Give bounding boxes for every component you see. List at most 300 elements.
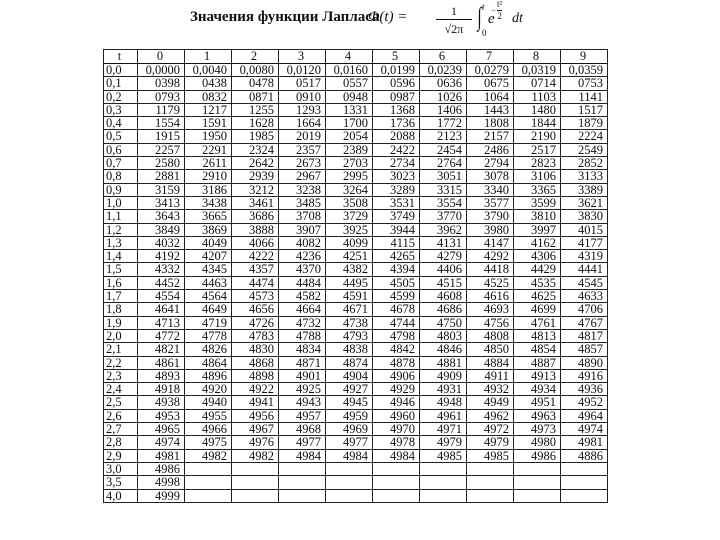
table-cell: 4971	[420, 423, 467, 436]
exponent-base: e	[488, 11, 495, 27]
table-cell	[467, 476, 514, 489]
table-cell: 3708	[279, 210, 326, 223]
table-cell: 3810	[514, 210, 561, 223]
column-header-4: 4	[326, 50, 373, 64]
table-cell: 3340	[467, 183, 514, 196]
table-row	[104, 476, 608, 489]
table-cell: 3264	[326, 183, 373, 196]
table-cell: 0793	[138, 90, 185, 103]
table-row	[104, 276, 608, 289]
table-cell: 4884	[467, 356, 514, 369]
table-row	[104, 130, 608, 143]
table-cell	[232, 476, 279, 489]
table-cell: 4922	[232, 383, 279, 396]
table-cell: 1480	[514, 103, 561, 116]
table-cell: 4778	[185, 329, 232, 342]
table-cell: 4686	[420, 303, 467, 316]
table-cell	[185, 489, 232, 502]
row-label-t: 2,9	[104, 449, 138, 462]
table-cell: 3944	[373, 223, 420, 236]
row-label-t: 1,1	[104, 210, 138, 223]
table-cell: 4803	[420, 329, 467, 342]
table-cell: 3051	[420, 170, 467, 183]
table-cell: 3438	[185, 196, 232, 209]
table-cell: 4279	[420, 250, 467, 263]
table-cell: 1406	[420, 103, 467, 116]
table-cell: 2703	[326, 157, 373, 170]
table-cell: 3461	[232, 196, 279, 209]
column-header-t: t	[104, 50, 138, 64]
row-label-t: 1,9	[104, 316, 138, 329]
table-cell: 3212	[232, 183, 279, 196]
table-cell: 4656	[232, 303, 279, 316]
table-cell: 4953	[138, 409, 185, 422]
row-label-t: 2,6	[104, 409, 138, 422]
table-row	[104, 117, 608, 130]
table-cell: 0,0120	[279, 64, 326, 77]
table-cell: 0753	[561, 77, 608, 90]
row-label-t: 1,3	[104, 236, 138, 249]
table-cell: 3962	[420, 223, 467, 236]
table-cell: 4699	[514, 303, 561, 316]
column-header-2: 2	[232, 50, 279, 64]
table-cell: 4985	[467, 449, 514, 462]
table-cell: 4951	[514, 396, 561, 409]
table-cell: 0987	[373, 90, 420, 103]
table-cell: 2190	[514, 130, 561, 143]
table-cell: 2389	[326, 143, 373, 156]
row-label-t: 0,3	[104, 103, 138, 116]
table-cell: 4834	[279, 343, 326, 356]
column-header-7: 7	[467, 50, 514, 64]
formula-numerator: 1	[451, 4, 457, 18]
table-cell: 3315	[420, 183, 467, 196]
table-cell: 2549	[561, 143, 608, 156]
table-cell: 4886	[561, 449, 608, 462]
table-cell: 4162	[514, 236, 561, 249]
table-cell: 4842	[373, 343, 420, 356]
table-row	[104, 303, 608, 316]
table-cell: 4985	[420, 449, 467, 462]
table-row	[104, 409, 608, 422]
table-cell: 4582	[279, 290, 326, 303]
table-cell: 2257	[138, 143, 185, 156]
table-cell: 4881	[420, 356, 467, 369]
table-cell: 2764	[420, 157, 467, 170]
table-cell: 1844	[514, 117, 561, 130]
table-cell: 4265	[373, 250, 420, 263]
table-cell: 3508	[326, 196, 373, 209]
table-cell: 2995	[326, 170, 373, 183]
table-cell: 4573	[232, 290, 279, 303]
table-cell: 0675	[467, 77, 514, 90]
table-cell: 4911	[467, 369, 514, 382]
column-header-6: 6	[420, 50, 467, 64]
table-cell	[326, 476, 373, 489]
table-cell: 4966	[185, 423, 232, 436]
table-cell: 0,0080	[232, 64, 279, 77]
table-cell: 4608	[420, 290, 467, 303]
table-cell: 4974	[138, 436, 185, 449]
header-row	[104, 50, 608, 64]
table-cell: 4945	[326, 396, 373, 409]
table-cell: 4082	[279, 236, 326, 249]
table-cell: 4192	[138, 250, 185, 263]
table-cell: 0557	[326, 77, 373, 90]
table-cell: 1064	[467, 90, 514, 103]
table-cell: 4808	[467, 329, 514, 342]
row-label-t: 4,0	[104, 489, 138, 502]
table-cell: 1591	[185, 117, 232, 130]
table-cell: 3289	[373, 183, 420, 196]
table-cell: 4929	[373, 383, 420, 396]
table-cell: 0,0160	[326, 64, 373, 77]
table-cell: 0,0359	[561, 64, 608, 77]
table-row	[104, 383, 608, 396]
table-cell: 4981	[561, 436, 608, 449]
table-cell: 4370	[279, 263, 326, 276]
table-cell: 4147	[467, 236, 514, 249]
row-label-t: 1,8	[104, 303, 138, 316]
table-cell: 3643	[138, 210, 185, 223]
table-cell: 4977	[279, 436, 326, 449]
table-cell: 4952	[561, 396, 608, 409]
row-label-t: 0,5	[104, 130, 138, 143]
table-cell: 4946	[373, 396, 420, 409]
table-cell: 4970	[373, 423, 420, 436]
table-cell	[467, 462, 514, 475]
table-cell: 1554	[138, 117, 185, 130]
table-row	[104, 143, 608, 156]
row-label-t: 2,7	[104, 423, 138, 436]
table-cell: 0948	[326, 90, 373, 103]
table-cell: 4909	[420, 369, 467, 382]
table-cell: 0832	[185, 90, 232, 103]
table-cell: 3413	[138, 196, 185, 209]
table-cell	[185, 476, 232, 489]
table-cell: 4115	[373, 236, 420, 249]
table-cell: 4554	[138, 290, 185, 303]
table-cell: 3159	[138, 183, 185, 196]
table-cell	[514, 489, 561, 502]
table-cell: 2967	[279, 170, 326, 183]
table-cell: 3686	[232, 210, 279, 223]
fraction-bar	[436, 19, 472, 20]
table-cell: 4463	[185, 276, 232, 289]
table-cell: 2054	[326, 130, 373, 143]
table-cell: 4599	[373, 290, 420, 303]
table-cell: 0398	[138, 77, 185, 90]
table-cell: 4979	[420, 436, 467, 449]
table-cell: 4641	[138, 303, 185, 316]
table-cell: 1736	[373, 117, 420, 130]
table-cell: 4974	[561, 423, 608, 436]
table-cell: 4962	[467, 409, 514, 422]
exponent-sign: −	[491, 5, 497, 15]
table-cell: 4817	[561, 329, 608, 342]
table-cell: 4896	[185, 369, 232, 382]
table-cell: 4934	[514, 383, 561, 396]
table-cell: 4854	[514, 343, 561, 356]
column-header-0: 0	[138, 50, 185, 64]
table-cell: 4066	[232, 236, 279, 249]
table-cell: 0,0199	[373, 64, 420, 77]
table-cell: 2357	[279, 143, 326, 156]
row-label-t: 0,2	[104, 90, 138, 103]
table-cell	[561, 462, 608, 475]
table-header	[104, 50, 608, 64]
table-cell	[514, 476, 561, 489]
table-cell: 3665	[185, 210, 232, 223]
table-cell: 4918	[138, 383, 185, 396]
table-cell: 4826	[185, 343, 232, 356]
table-cell: 3133	[561, 170, 608, 183]
table-cell: 4495	[326, 276, 373, 289]
table-row	[104, 170, 608, 183]
table-cell: 4474	[232, 276, 279, 289]
table-row	[104, 236, 608, 249]
table-cell: 4999	[138, 489, 185, 502]
table-row	[104, 369, 608, 382]
table-cell: 3365	[514, 183, 561, 196]
row-label-t: 2,3	[104, 369, 138, 382]
table-cell: 4452	[138, 276, 185, 289]
table-cell: 4706	[561, 303, 608, 316]
table-cell: 1293	[279, 103, 326, 116]
table-cell: 0478	[232, 77, 279, 90]
table-cell: 0596	[373, 77, 420, 90]
table-cell: 2823	[514, 157, 561, 170]
table-body	[104, 64, 608, 503]
table-cell: 3830	[561, 210, 608, 223]
table-cell: 4788	[279, 329, 326, 342]
table-cell: 3389	[561, 183, 608, 196]
table-cell: 2794	[467, 157, 514, 170]
table-cell: 3869	[185, 223, 232, 236]
table-cell: 4938	[138, 396, 185, 409]
table-cell: 4927	[326, 383, 373, 396]
table-cell: 4664	[279, 303, 326, 316]
table-cell: 0438	[185, 77, 232, 90]
table-cell: 3790	[467, 210, 514, 223]
table-cell: 3849	[138, 223, 185, 236]
table-cell: 3485	[279, 196, 326, 209]
table-cell: 2291	[185, 143, 232, 156]
table-cell: 4956	[232, 409, 279, 422]
table-cell: 0871	[232, 90, 279, 103]
table-row	[104, 210, 608, 223]
table-cell: 3770	[420, 210, 467, 223]
table-cell: 2019	[279, 130, 326, 143]
row-label-t: 0,6	[104, 143, 138, 156]
table-cell: 4382	[326, 263, 373, 276]
table-cell	[279, 476, 326, 489]
column-header-1: 1	[185, 50, 232, 64]
table-cell: 4981	[138, 449, 185, 462]
table-cell: 4986	[514, 449, 561, 462]
table-cell: 2673	[279, 157, 326, 170]
table-cell	[326, 462, 373, 475]
table-cell: 4525	[467, 276, 514, 289]
table-cell: 4906	[373, 369, 420, 382]
table-cell: 2939	[232, 170, 279, 183]
table-row	[104, 250, 608, 263]
table-cell: 0,0239	[420, 64, 467, 77]
table-cell: 4936	[561, 383, 608, 396]
table-cell: 3621	[561, 196, 608, 209]
page-title: Значения функции Лапласа	[190, 9, 380, 25]
table-cell: 4744	[373, 316, 420, 329]
integral-upper-limit: t	[482, 2, 485, 12]
table-cell: 4846	[420, 343, 467, 356]
table-cell: 4961	[420, 409, 467, 422]
table-cell: 1141	[561, 90, 608, 103]
table-cell: 4893	[138, 369, 185, 382]
column-header-3: 3	[279, 50, 326, 64]
table-cell: 4738	[326, 316, 373, 329]
table-cell: 2324	[232, 143, 279, 156]
table-cell: 4982	[232, 449, 279, 462]
table-cell: 4726	[232, 316, 279, 329]
table-cell: 2611	[185, 157, 232, 170]
table-cell: 3106	[514, 170, 561, 183]
row-label-t: 2,2	[104, 356, 138, 369]
table-cell: 4429	[514, 263, 561, 276]
table-cell: 4838	[326, 343, 373, 356]
table-cell: 0517	[279, 77, 326, 90]
table-cell: 4955	[185, 409, 232, 422]
table-cell: 4813	[514, 329, 561, 342]
table-cell: 4671	[326, 303, 373, 316]
table-cell: 0636	[420, 77, 467, 90]
table-cell: 4982	[185, 449, 232, 462]
table-cell: 4793	[326, 329, 373, 342]
table-cell: 4980	[514, 436, 561, 449]
table-cell	[420, 489, 467, 502]
table-cell: 4418	[467, 263, 514, 276]
table-cell: 4916	[561, 369, 608, 382]
table-cell: 2580	[138, 157, 185, 170]
table-cell: 4965	[138, 423, 185, 436]
table-cell: 2486	[467, 143, 514, 156]
table-cell: 4969	[326, 423, 373, 436]
table-cell: 1517	[561, 103, 608, 116]
formula-differential: dt	[512, 11, 523, 26]
table-cell: 3023	[373, 170, 420, 183]
table-cell: 4984	[373, 449, 420, 462]
table-cell	[279, 489, 326, 502]
table-cell: 4625	[514, 290, 561, 303]
table-cell: 0,0040	[185, 64, 232, 77]
formula-lhs: Φ(t) =	[368, 9, 408, 25]
row-label-t: 1,5	[104, 263, 138, 276]
row-label-t: 0,1	[104, 77, 138, 90]
table-cell: 0,0319	[514, 64, 561, 77]
table-cell: 4767	[561, 316, 608, 329]
table-cell	[373, 489, 420, 502]
row-label-t: 2,5	[104, 396, 138, 409]
table-cell: 4957	[279, 409, 326, 422]
table-cell: 4319	[561, 250, 608, 263]
table-cell	[279, 462, 326, 475]
row-label-t: 2,4	[104, 383, 138, 396]
table-cell: 4222	[232, 250, 279, 263]
row-label-t: 1,0	[104, 196, 138, 209]
table-cell: 4932	[467, 383, 514, 396]
table-cell: 2454	[420, 143, 467, 156]
table-row	[104, 77, 608, 90]
table-cell: 4761	[514, 316, 561, 329]
column-header-5: 5	[373, 50, 420, 64]
table-cell: 4505	[373, 276, 420, 289]
table-cell: 4984	[279, 449, 326, 462]
table-cell: 0,0279	[467, 64, 514, 77]
table-cell: 4904	[326, 369, 373, 382]
table-cell: 4633	[561, 290, 608, 303]
table-cell: 4821	[138, 343, 185, 356]
table-cell: 1772	[420, 117, 467, 130]
table-cell: 3531	[373, 196, 420, 209]
table-cell: 4968	[279, 423, 326, 436]
table-row	[104, 223, 608, 236]
table-cell: 4830	[232, 343, 279, 356]
table-cell: 2224	[561, 130, 608, 143]
table-cell: 2123	[420, 130, 467, 143]
table-cell: 4616	[467, 290, 514, 303]
table-cell: 1628	[232, 117, 279, 130]
table-row	[104, 396, 608, 409]
table-cell: 2642	[232, 157, 279, 170]
table-cell: 3888	[232, 223, 279, 236]
table-cell: 4591	[326, 290, 373, 303]
table-cell: 4984	[326, 449, 373, 462]
table-cell: 4940	[185, 396, 232, 409]
table-cell: 4678	[373, 303, 420, 316]
row-label-t: 3,5	[104, 476, 138, 489]
table-cell: 4931	[420, 383, 467, 396]
table-cell: 3078	[467, 170, 514, 183]
table-cell: 4177	[561, 236, 608, 249]
table-cell: 4332	[138, 263, 185, 276]
table-row	[104, 290, 608, 303]
table-cell: 4236	[279, 250, 326, 263]
table-cell: 4925	[279, 383, 326, 396]
row-label-t: 3,0	[104, 462, 138, 475]
table-cell: 1255	[232, 103, 279, 116]
table-cell: 4948	[420, 396, 467, 409]
table-cell: 1879	[561, 117, 608, 130]
table-cell: 3577	[467, 196, 514, 209]
table-cell: 4357	[232, 263, 279, 276]
table-cell: 4306	[514, 250, 561, 263]
table-row	[104, 263, 608, 276]
integral-lower-limit: 0	[482, 28, 487, 38]
table-cell: 4975	[185, 436, 232, 449]
row-label-t: 0,7	[104, 157, 138, 170]
row-label-t: 0,0	[104, 64, 138, 77]
table-cell: 3980	[467, 223, 514, 236]
formula-fraction	[434, 4, 474, 37]
table-cell: 0,0000	[138, 64, 185, 77]
table-cell: 4972	[467, 423, 514, 436]
row-label-t: 0,8	[104, 170, 138, 183]
table-cell: 1700	[326, 117, 373, 130]
table-cell: 4251	[326, 250, 373, 263]
integral-sign-icon: ∫	[477, 2, 482, 31]
table-cell	[373, 462, 420, 475]
table-cell: 4878	[373, 356, 420, 369]
table-cell: 1026	[420, 90, 467, 103]
